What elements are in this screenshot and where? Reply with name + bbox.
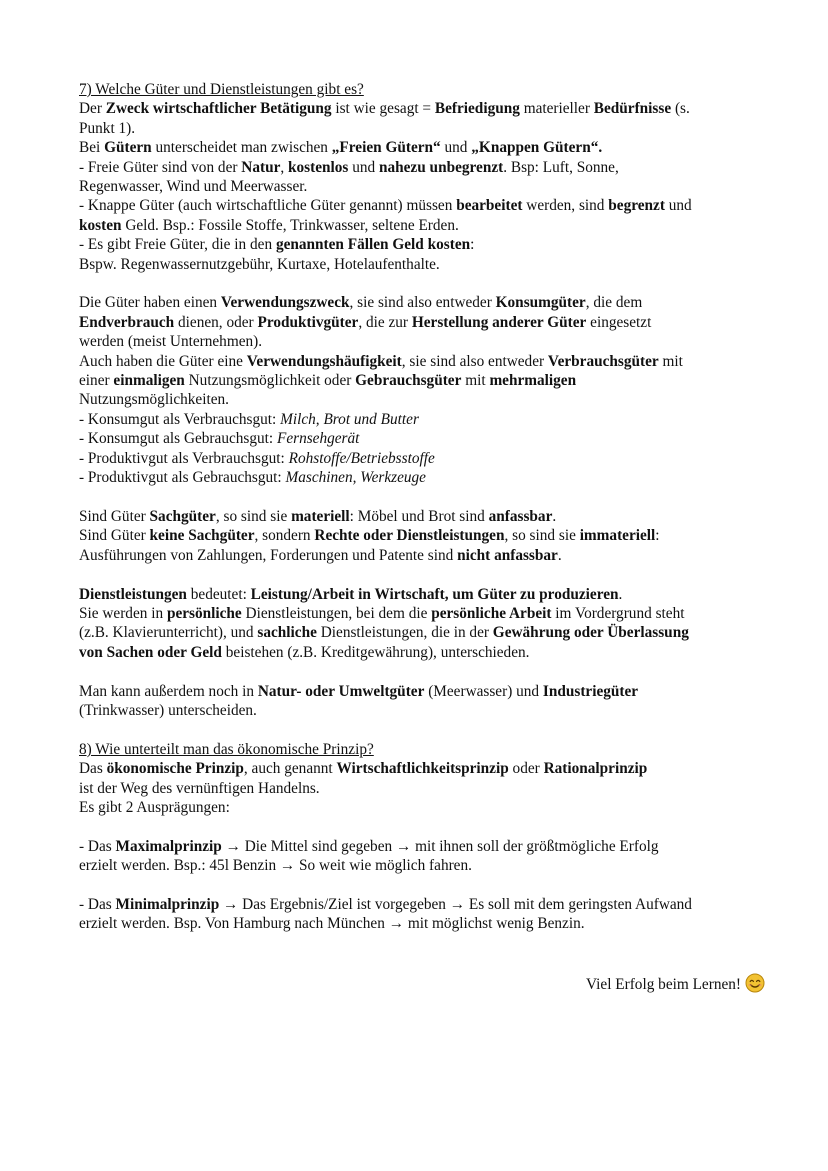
- spacer: [79, 876, 768, 895]
- spacer: [79, 953, 768, 972]
- spacer: [79, 934, 768, 953]
- paragraph-maximum-principle: - Das Maximalprinzip → Die Mittel sind gegeben → mit ihnen soll der größtmögliche Erfolg erzielt werden. Bsp.: 45l Benzin → So weit wie möglich fahren.: [79, 837, 659, 875]
- bullet-free-goods-cost: - Es gibt Freie Güter, die in den genannten Fällen Geld kosten: Bspw. Regenwassernutzgebühr, Kurtaxe, Hotelaufenthalte.: [79, 236, 475, 273]
- heading-section-8: 8) Wie unterteilt man das ökonomische Prinzip?: [79, 740, 374, 758]
- paragraph-purpose: Der Zweck wirtschaftlicher Betätigung ist wie gesagt = Befriedigung materieller Bedürfnisse (s. Punkt 1).: [79, 100, 690, 137]
- heading-section-7: 7) Welche Güter und Dienstleistungen gibt es?: [79, 81, 364, 98]
- paragraph-nature-industry-goods: Man kann außerdem noch in Natur- oder Umweltgüter (Meerwasser) und Industriegüter (Trinkwasser) unterscheiden.: [79, 682, 639, 719]
- paragraph-purpose-of-use: Die Güter haben einen Verwendungszweck, sie sind also entweder Konsumgüter, die dem Endverbrauch dienen, oder Produktivgüter, die zur Herstellung anderer Güter eingesetzt werden (meist Unternehmen).: [79, 294, 652, 351]
- closing-line: [79, 973, 768, 998]
- spacer: [79, 565, 768, 584]
- smiley-face-icon: [745, 973, 765, 998]
- spacer: [79, 488, 768, 507]
- paragraph-free-scarce: Bei Gütern unterscheidet man zwischen „Freien Gütern“ und „Knappen Gütern“.: [79, 139, 603, 157]
- example-consumer-consumable: - Konsumgut als Verbrauchsgut: Milch, Brot und Butter: [79, 410, 419, 428]
- bullet-free-goods: - Freie Güter sind von der Natur, kostenlos und nahezu unbegrenzt. Bsp: Luft, Sonne, Regenwasser, Wind und Meerwasser.: [79, 158, 619, 196]
- paragraph-economic-principle: Das ökonomische Prinzip, auch genannt Wirtschaftlichkeitsprinzip oder Rationalprinzip ist der Weg des vernünftigen Handelns.: [79, 760, 648, 797]
- paragraph-frequency-of-use: Auch haben die Güter eine Verwendungshäufigkeit, sie sind also entweder Verbrauchsgüter mit einer einmaligen Nutzungsmöglichkeit oder Gebrauchsgüter mit mehrmaligen Nutzungsmöglichkeiten.: [79, 352, 683, 409]
- closing-text: Viel Erfolg beim Lernen!: [586, 975, 741, 993]
- paragraph-immaterial-goods: Sind Güter keine Sachgüter, sondern Rechte oder Dienstleistungen, so sind sie immateriell: Ausführungen von Zahlungen, Forderungen und Patente sind nicht anfassbar.: [79, 527, 660, 564]
- paragraph-services-types: Sie werden in persönliche Dienstleistungen, bei dem die persönliche Arbeit im Vordergrund steht (z.B. Klavierunterricht), und sachliche Dienstleistungen, die in der Gewährung oder Überlassung von Sachen oder Geld beistehen (z.B. Kreditgewährung), unterschieden.: [79, 604, 689, 661]
- spacer: [79, 817, 768, 836]
- spacer: [79, 662, 768, 681]
- bullet-scarce-goods: - Knappe Güter (auch wirtschaftliche Güter genannt) müssen bearbeitet werden, sind begrenzt und kosten Geld. Bsp.: Fossile Stoffe, Trinkwasser, seltene Erden.: [79, 197, 692, 234]
- example-producer-durable: - Produktivgut als Gebrauchsgut: Maschinen, Werkzeuge: [79, 469, 426, 487]
- paragraph-minimum-principle: - Das Minimalprinzip → Das Ergebnis/Ziel ist vorgegeben → Es soll mit dem geringsten Aufwand erzielt werden. Bsp. Von Hamburg nach München → mit möglichst wenig Benzin.: [79, 895, 692, 933]
- paragraph-services-definition: Dienstleistungen bedeutet: Leistung/Arbeit in Wirtschaft, um Güter zu produzieren.: [79, 585, 623, 603]
- paragraph-material-goods: Sind Güter Sachgüter, so sind sie materiell: Möbel und Brot sind anfassbar.: [79, 507, 557, 525]
- paragraph-two-forms: Es gibt 2 Ausprägungen:: [79, 798, 230, 816]
- example-consumer-durable: - Konsumgut als Gebrauchsgut: Fernsehgerät: [79, 430, 360, 448]
- example-producer-consumable: - Produktivgut als Verbrauchsgut: Rohstoffe/Betriebsstoffe: [79, 449, 435, 467]
- spacer: [79, 720, 768, 739]
- spacer: [79, 274, 768, 293]
